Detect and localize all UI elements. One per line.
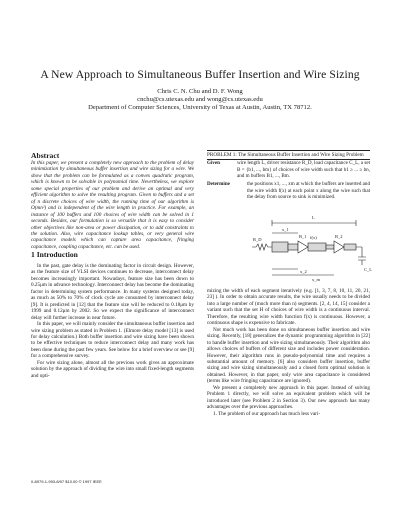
- intro-paragraph: In this paper, we will mainly consider the simultaneous buffer insertion and wire sizing problem as stated in Problem 1. (Elmore delay model [13] is used for delay calculation.) Both buffer insertion and wire sizing have been shown to be effective techniques to reduce interconnect delay and many work has been done during the past few years. See below for a brief overview or see [9] for a comprehensive survey.: [31, 321, 194, 360]
- body-paragraph: Not much work has been done on simultaneous buffer insertion and wire sizing. Recently, [18] generalizes the dynamic programming algorithm in [22] to handle buffer insertion and wire sizing simultaneously. Their algorithm also allows choices of buffers of different size and includes power consideration. However, their algorithm runs in pseudo-polynomial time and requires a substantial amount of memory. [6] also considers buffer insertion, buffer sizing and wire sizing simultaneously and a closed form optimal solution is obtained. However, in that paper, only wire area capacitance is considered (terms like wire fringing capacitance are ignored).: [207, 326, 370, 385]
- body-paragraph: mizing the width of each segment iteratively (e.g. [1, 3, 7, 8, 10, 11, 20, 21, 23] ). In order to obtain accurate results, the wire usually needs to be divided into a large number of (much more than n) segments. [2, 4, 14, 15] consider a variant such that the set H of choices of wire width is a continuous interval. Therefore, the resulting wire width function f(x) is continuous. However, a continuous shape is expensive to fabricate.: [207, 288, 370, 327]
- problem-body: [207, 160, 370, 200]
- determine-text: the positions x1, ..., xm at which the buffers are inserted and the wire width f(x) at each point x along the wire such that the delay from source to sink is minimized.: [247, 181, 370, 200]
- label-xm: x_m: [312, 277, 321, 282]
- label-x2: x_2: [300, 269, 307, 274]
- abstract-text: In this paper, we present a completely new approach to the problem of delay minimization by simultaneous buffer insertion and wire sizing for a wire. We show that the problem can be formulated as a convex quadratic program, which is known to be solvable in polynomial time. Nevertheless, we explore some special properties of our problem and derive an optimal and very efficient algorithm to solve the resulting program. Given m buffers and a set of n discrete choices of wire width, the running time of our algorithm is O(mn²) and is independent of the wire length in practice. For example, an instance of 100 buffers and 100 choices of wire width can be solved in 1 seconds. Besides, our formulation is so versatile that it is easy to consider other objectives like non-area or power dissipation, or to add constraints to the solution. Also, wire capacitance lookup tables, or very general wire capacitance models which can capture area capacitance, fringing capacitance, coupling capacitance, etc. can be used.: [31, 160, 194, 250]
- wire-segment: [344, 244, 356, 250]
- intro-heading: 1 Introduction: [31, 250, 78, 259]
- label-cl: C_L: [364, 267, 373, 272]
- buffer-1: [298, 241, 308, 253]
- body-paragraph: We present a completely new approach in this paper. Instead of solving Problem 1 directly, we will solve an equivalent problem which will be introduced later (see Problem 2 in Section 3). Our new approach has many advantages over the previous approaches.: [207, 384, 370, 411]
- abstract-heading: Abstract: [31, 151, 60, 160]
- driver-resistor: [252, 244, 272, 250]
- emails: cnchu@cs.utexas.edu and wong@cs.utexas.edu: [137, 96, 263, 103]
- intro-paragraph: For wire sizing alone, almost all the previous work gives an approximate solution by the approach of dividing the wire into small fixed-length segments and opti-: [31, 359, 194, 379]
- label-fx: f(x): [310, 235, 317, 240]
- paper-title: A New Approach to Simultaneous Buffer Insertion and Wire Sizing: [40, 68, 360, 81]
- label-rd: R_D: [253, 237, 262, 242]
- label-b2: B_2: [335, 234, 343, 239]
- affiliation: Department of Computer Sciences, University of Texas at Austin, Austin, TX 78712.: [88, 104, 312, 111]
- problem-determine: [207, 181, 370, 200]
- authors: Chris C. N. Chu and D. F. Wong: [157, 88, 243, 95]
- load-capacitor: [356, 247, 366, 265]
- label-L: L: [312, 215, 315, 220]
- wire-diagram: [250, 209, 376, 284]
- given-text: wire length L, driver resistance R_D, load capacitance C_L, a set B = {b1, ..., bm} of choices of wire width such that b1 ≥ ... ≥ bn, and m buffers B1, ..., Bm.: [237, 160, 370, 179]
- label-x1: x_1: [282, 227, 289, 232]
- problem-heading: PROBLEM 1: The Simultaneous Buffer Insertion and Wire Sizing Problem: [207, 152, 364, 158]
- footer-copyright: 0-8979-1-993-8/97 $10.00 © 1997 IEEE: [31, 479, 102, 484]
- intro-paragraph: In the past, gate delay is the dominating factor in circuit design. However, as the feature size of VLSI devices continues to decrease, interconnect delay becomes increasingly important. Nowadays, feature size has been down to 0.25μm in advance technology. Interconnect delay has become the dominating factor in determining system performance. In many systems designed today, as much as 50% to 70% of clock cycle are consumed by interconnect delay [9]. It is predicted in [12] that the feature size will be reduced to 0.18μm by 1999 and 0.12μm by 2002. So we expect the significance of interconnect delay will further increase in near future.: [31, 263, 194, 321]
- wire-segment: [308, 243, 326, 251]
- label-b1: B_1: [299, 234, 307, 239]
- problem-given: [207, 160, 370, 179]
- buffer-2: [334, 241, 344, 253]
- determine-label: Determine: [207, 181, 230, 188]
- intro-body: [31, 263, 194, 379]
- given-label: Given: [207, 160, 221, 167]
- right-column-body: [207, 288, 370, 417]
- wire-segment: [288, 244, 298, 250]
- body-paragraph: 1. The problem of our approach has much less vari-: [213, 410, 321, 417]
- wire-segment: [326, 245, 334, 249]
- length-dimension: [272, 220, 356, 226]
- wire-segment: [272, 242, 288, 252]
- problem-box: [207, 150, 370, 200]
- author-block: [0, 88, 400, 112]
